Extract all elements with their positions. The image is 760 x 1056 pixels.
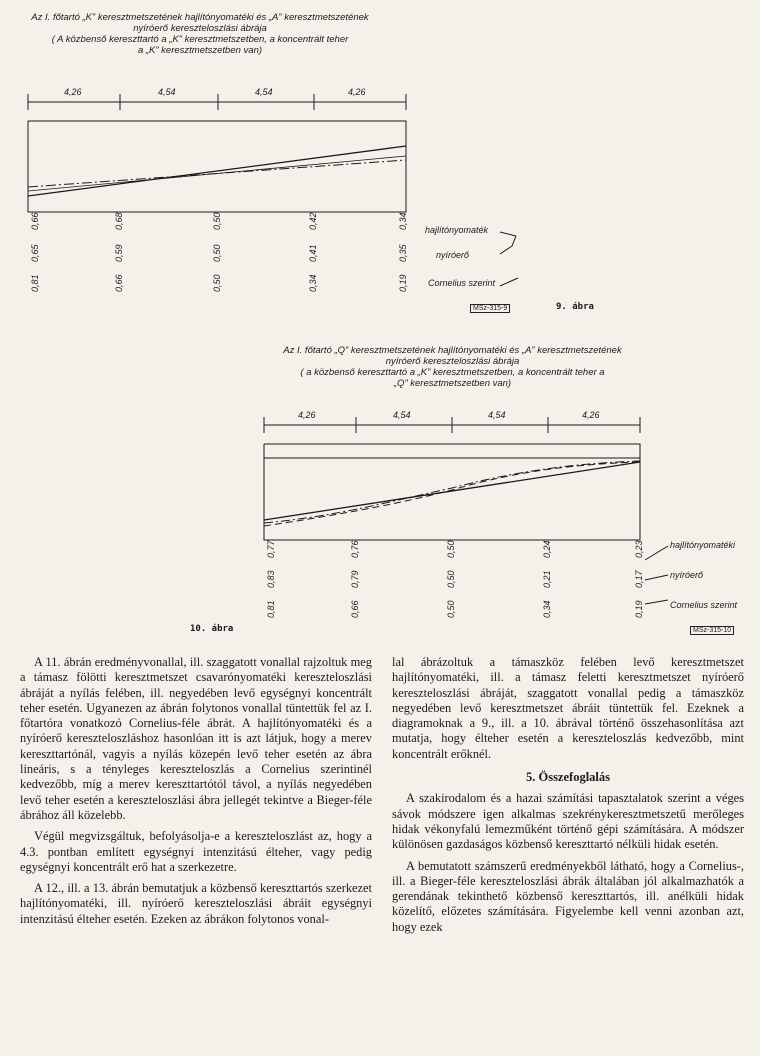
- fig9-caption-line: a „K” keresztmetszetben van): [137, 45, 263, 56]
- fig9-value-label: 0,59: [114, 244, 124, 262]
- fig10-value-label: 0,50: [446, 600, 456, 618]
- paragraph: A 12., ill. a 13. ábrán bemutatjuk a közbenső kereszttartós szerkezet hajlítónyomatéki, ill. nyíróerő kereszteloszlási ábráit egységnyi intenzitású élteher esetén. Ezeken az ábrákon folytonos vonal-: [20, 881, 372, 926]
- line-cornelius: [264, 462, 640, 520]
- fig9-value-label: 0,81: [30, 274, 40, 292]
- fig9-value-label: 0,65: [30, 244, 40, 262]
- fig10-value-label: 0,24: [542, 540, 552, 558]
- fig10-legend-cornelius: Cornelius szerint: [670, 600, 738, 610]
- fig10-dim-label: 4,54: [393, 410, 411, 420]
- fig9-caption-line: ( A közbenső kereszttartó a „K” keresztmetszetben, a koncentrált teher: [51, 34, 349, 45]
- fig10-value-label: 0,77: [266, 540, 276, 558]
- fig10-value-label: 0,76: [350, 540, 360, 558]
- fig9-value-label: 0,34: [308, 274, 318, 292]
- fig10-value-label: 0,66: [350, 600, 360, 618]
- fig9-dim-label: 4,54: [255, 87, 273, 97]
- fig10-caption-line: nyíróerő kereszteloszlási ábrája: [385, 356, 520, 367]
- fig9-dim-label: 4,26: [348, 87, 366, 97]
- fig10-caption-line: Az I. főtartó „Q” keresztmetszetének hajlítónyomatéki és „A” keresztmetszetének: [283, 345, 622, 356]
- fig10-dim-label: 4,26: [582, 410, 600, 420]
- fig9-caption-line: nyíróerő kereszteloszlási ábrája: [133, 23, 267, 34]
- fig10-caption-line: „Q” keresztmetszetben van): [393, 378, 512, 389]
- fig9-legend-shear: nyíróerő: [436, 250, 470, 260]
- fig9-value-label: 0,50: [212, 274, 222, 292]
- fig9-value-label: 0,66: [30, 212, 40, 230]
- fig10-stamp: MSz-315-10: [690, 626, 734, 635]
- fig10-value-label: 0,17: [634, 570, 644, 588]
- paragraph: A 11. ábrán eredményvonallal, ill. szaggatott vonallal rajzoltuk meg a támasz fölötti keresztmetszet csavarónyomatéki kereszteloszlási ábráját a nyílás felében, ill. negyedében levő egységnyi koncentrált teher esetén. Ugyanezen az ábrán folytonos vonallal tüntettük fel az I. főtartóra vonatkozó Cornelius-féle ábrát. A hajlítónyomatéki és a nyíróerő kereszteloszláshoz hasonlóan itt is azt látjuk, hogy a merev kereszttartónál, vagyis a nyílás közepén levő teher esetén az ábra lineáris, s a tényleges kereszteloszlás a Cornelius szerintinél kedvezőbb, míg a merev kereszttartótól távol, a nyílás negyedében levő teher esetén a kereszteloszlási ábra jellegét tekintve a Bieger-féle ábrához áll közelebb.: [20, 655, 372, 822]
- right-column: [392, 655, 744, 941]
- fig9-stamp: MSz-315-9: [470, 304, 510, 313]
- fig9-value-label: 0,50: [212, 212, 222, 230]
- fig10-value-label: 0,50: [446, 540, 456, 558]
- fig9-value-label: 0,34: [398, 212, 408, 230]
- fig9-value-label: 0,50: [212, 244, 222, 262]
- fig10-value-label: 0,83: [266, 570, 276, 588]
- fig10-dim-label: 4,54: [488, 410, 506, 420]
- fig9-legend-bending: hajlítónyomaték: [425, 225, 489, 235]
- line-bending: [264, 462, 640, 526]
- fig9-legend-cornelius: Cornelius szerint: [428, 278, 496, 288]
- fig10-legend-shear: nyíróerő: [670, 570, 704, 580]
- fig10-label: 10. ábra: [190, 624, 234, 634]
- fig9-value-label: 0,35: [398, 244, 408, 262]
- paragraph: A szakirodalom és a hazai számítási tapasztalatok szerint a véges sávok módszere igen alkalmas szekrénykeresztmetszetű merőleges hidak vékonyfalú lemezműként történő gépi számítására. A módszer különösen gazdaságos közbenső kereszttartó nélküli hidak esetén.: [392, 791, 744, 852]
- fig10-value-label: 0,23: [634, 540, 644, 558]
- fig9-value-label: 0,42: [308, 212, 318, 230]
- fig9-value-label: 0,19: [398, 274, 408, 292]
- fig10-value-label: 0,21: [542, 570, 552, 588]
- paragraph: Végül megvizsgáltuk, befolyásolja-e a kereszteloszlást az, hogy a 4.3. pontban említett egységnyi intenzitású élteher, vagy pedig egységnyi koncentrált erő hat a szerkezetre.: [20, 829, 372, 874]
- fig10-legend-bending: hajlítónyomatéki: [670, 540, 736, 550]
- fig10-value-label: 0,50: [446, 570, 456, 588]
- fig10-value-label: 0,79: [350, 570, 360, 588]
- fig10-value-label: 0,19: [634, 600, 644, 618]
- fig10-caption-line: ( a közbenső kereszttartó a „K” keresztmetszetben, a koncentrált teher a: [300, 367, 605, 378]
- fig9-value-label: 0,68: [114, 212, 124, 230]
- fig10-dim-label: 4,26: [298, 410, 316, 420]
- fig9-label: 9. ábra: [556, 302, 594, 312]
- fig10-value-label: 0,34: [542, 600, 552, 618]
- fig9-value-label: 0,66: [114, 274, 124, 292]
- fig9-dim-label: 4,26: [64, 87, 82, 97]
- legend-leaders: [645, 546, 668, 604]
- paragraph: lal ábrázoltuk a támaszköz felében levő keresztmetszet hajlítónyomatéki, ill. a támasz feletti keresztmetszet nyíróerő kereszteloszlási ábráját, szaggatott vonallal pedig a támaszköz negyedében levő keresztmetszet ábráit tüntettük fel. Ezeknek a diagramoknak a 9., ill. a 10. ábrával történő összehasonlítása azt mutatja, hogy élteher esetén a kereszteloszlás kedvezőbb, mint koncentrált erőknél.: [392, 655, 744, 761]
- section-heading: 5. Összefoglalás: [525, 770, 611, 785]
- fig9-dim-label: 4,54: [158, 87, 176, 97]
- left-column: [20, 655, 372, 933]
- fig9-caption-line: Az I. főtartó „K” keresztmetszetének hajlítónyomatéki és „A” keresztmetszetének: [31, 12, 369, 23]
- fig10-value-label: 0,81: [266, 600, 276, 618]
- paragraph: A bemutatott számszerű eredményekből látható, hogy a Cornelius-, ill. a Bieger-féle kereszteloszlási ábrák általában jól alkalmazhatók a gerendának tekinthető közbenső kereszttartós, ill. anélküli hidak közelítő, előzetes számítására. Figyelembe kell venni azonban azt, hogy ezek: [392, 858, 744, 934]
- fig9-value-label: 0,41: [308, 244, 318, 262]
